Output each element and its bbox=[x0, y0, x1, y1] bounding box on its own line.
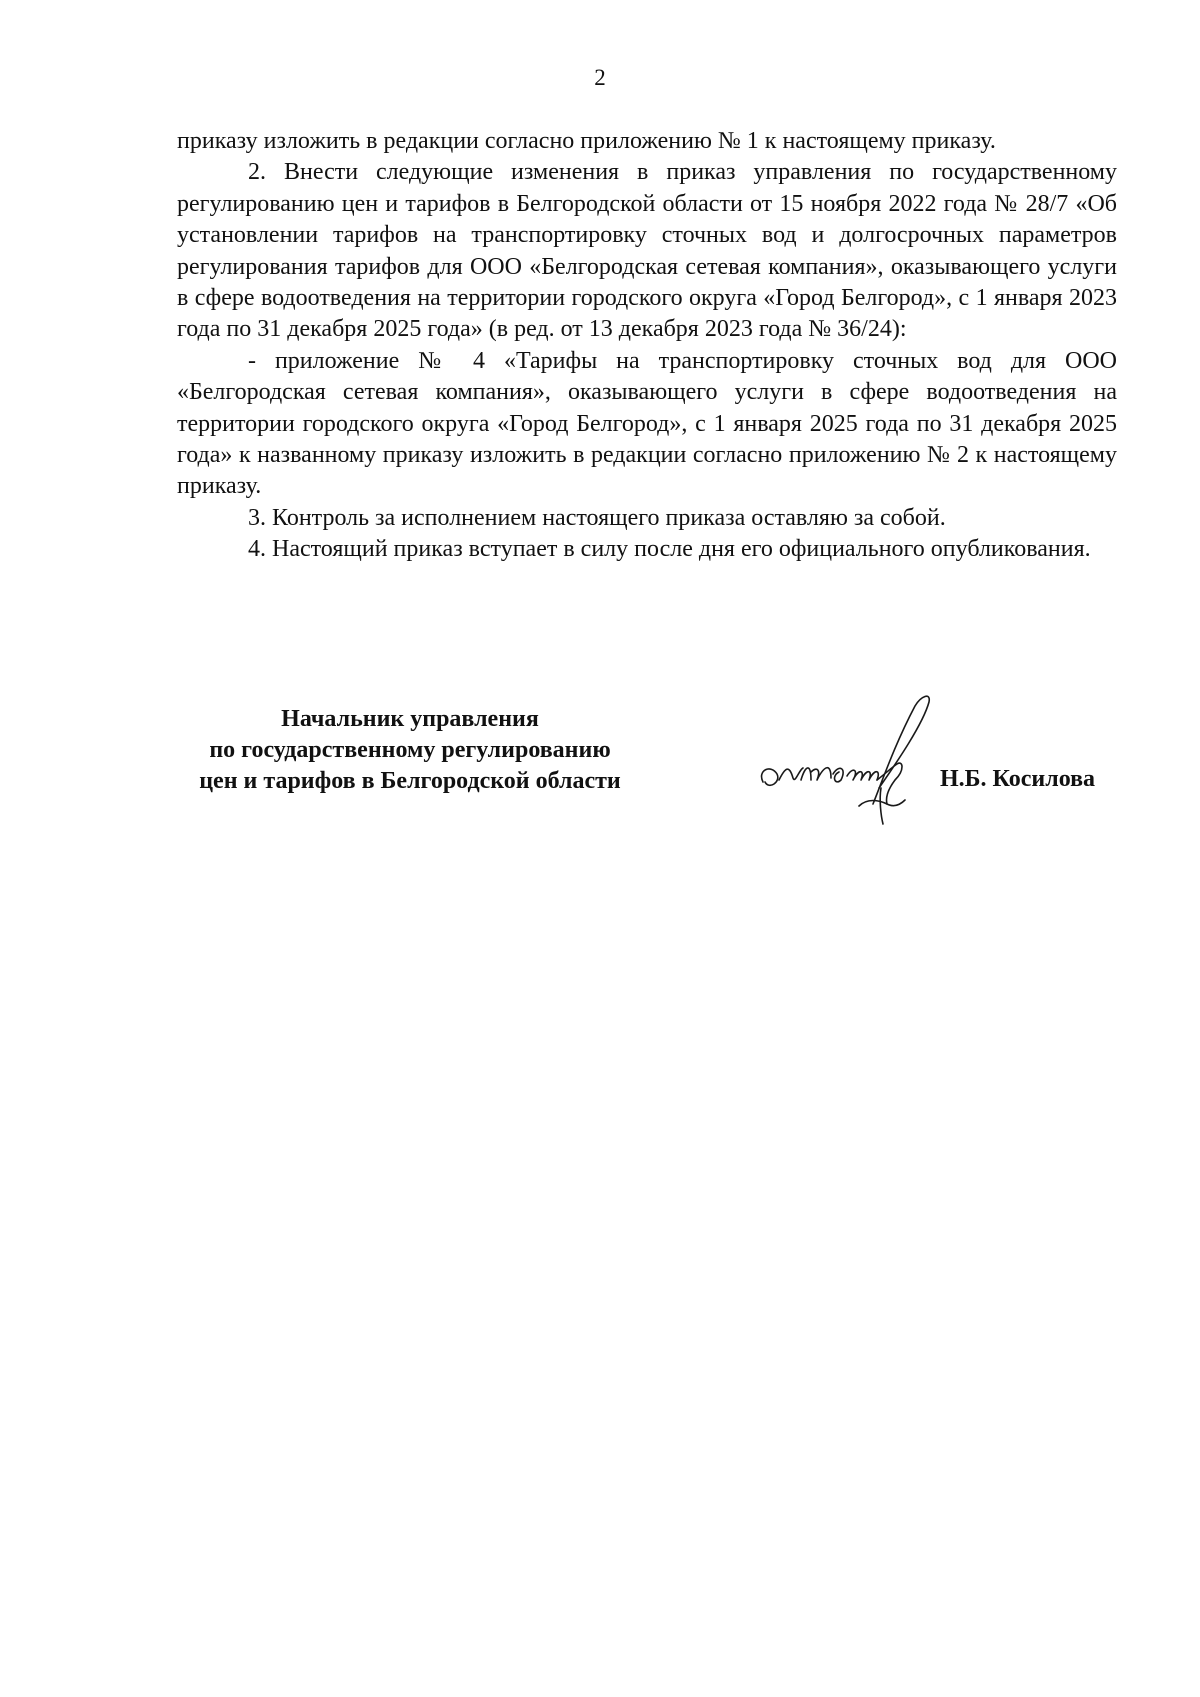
signatory-name: Н.Б. Косилова bbox=[940, 766, 1096, 792]
signatory-title-line: Начальник управления bbox=[281, 706, 539, 732]
signatory-title-line: по государственному регулированию bbox=[209, 737, 611, 763]
paragraph-continuation: приказу изложить в редакции согласно приложению № 1 к настоящему приказу. bbox=[177, 128, 996, 154]
paragraph-item-3: 3. Контроль за исполнением настоящего приказа оставляю за собой. bbox=[248, 504, 946, 531]
paragraph-item-2: 2. Внести следующие изменения в приказ управления по государственному регулированию цен и тарифов в Белгородской области от 15 ноября 2022 года № 28/7 «Об установлении тарифов на транспортировку сточных вод и долгосрочных параметров регулирования тарифов для ООО «Белгородская сетевая компания», оказывающего услуги в сфере водоотведения на территории городского округа «Город Белгород», с 1 января 2023 года по 31 декабря 2025 года» (в ред. от 13 декабря 2023 года № 36/24): bbox=[177, 159, 1117, 343]
document-body bbox=[177, 126, 1117, 566]
handwritten-signature bbox=[755, 684, 965, 834]
signatory-title bbox=[170, 704, 650, 797]
paragraph-item-2-subitem: - приложение № 4 «Тарифы на транспортировку сточных вод для ООО «Белгородская сетевая компания», оказывающего услуги в сфере водоотведения на территории городского округа «Город Белгород», с 1 января 2025 года по 31 декабря 2025 года» к названному приказу изложить в редакции согласно приложению № 2 к настоящему приказу. bbox=[177, 347, 1117, 500]
paragraph-item-4: 4. Настоящий приказ вступает в силу после дня его официального опубликования. bbox=[248, 536, 1091, 563]
signatory-title-line: цен и тарифов в Белгородской области bbox=[199, 768, 621, 794]
page-number: 2 bbox=[594, 65, 606, 90]
